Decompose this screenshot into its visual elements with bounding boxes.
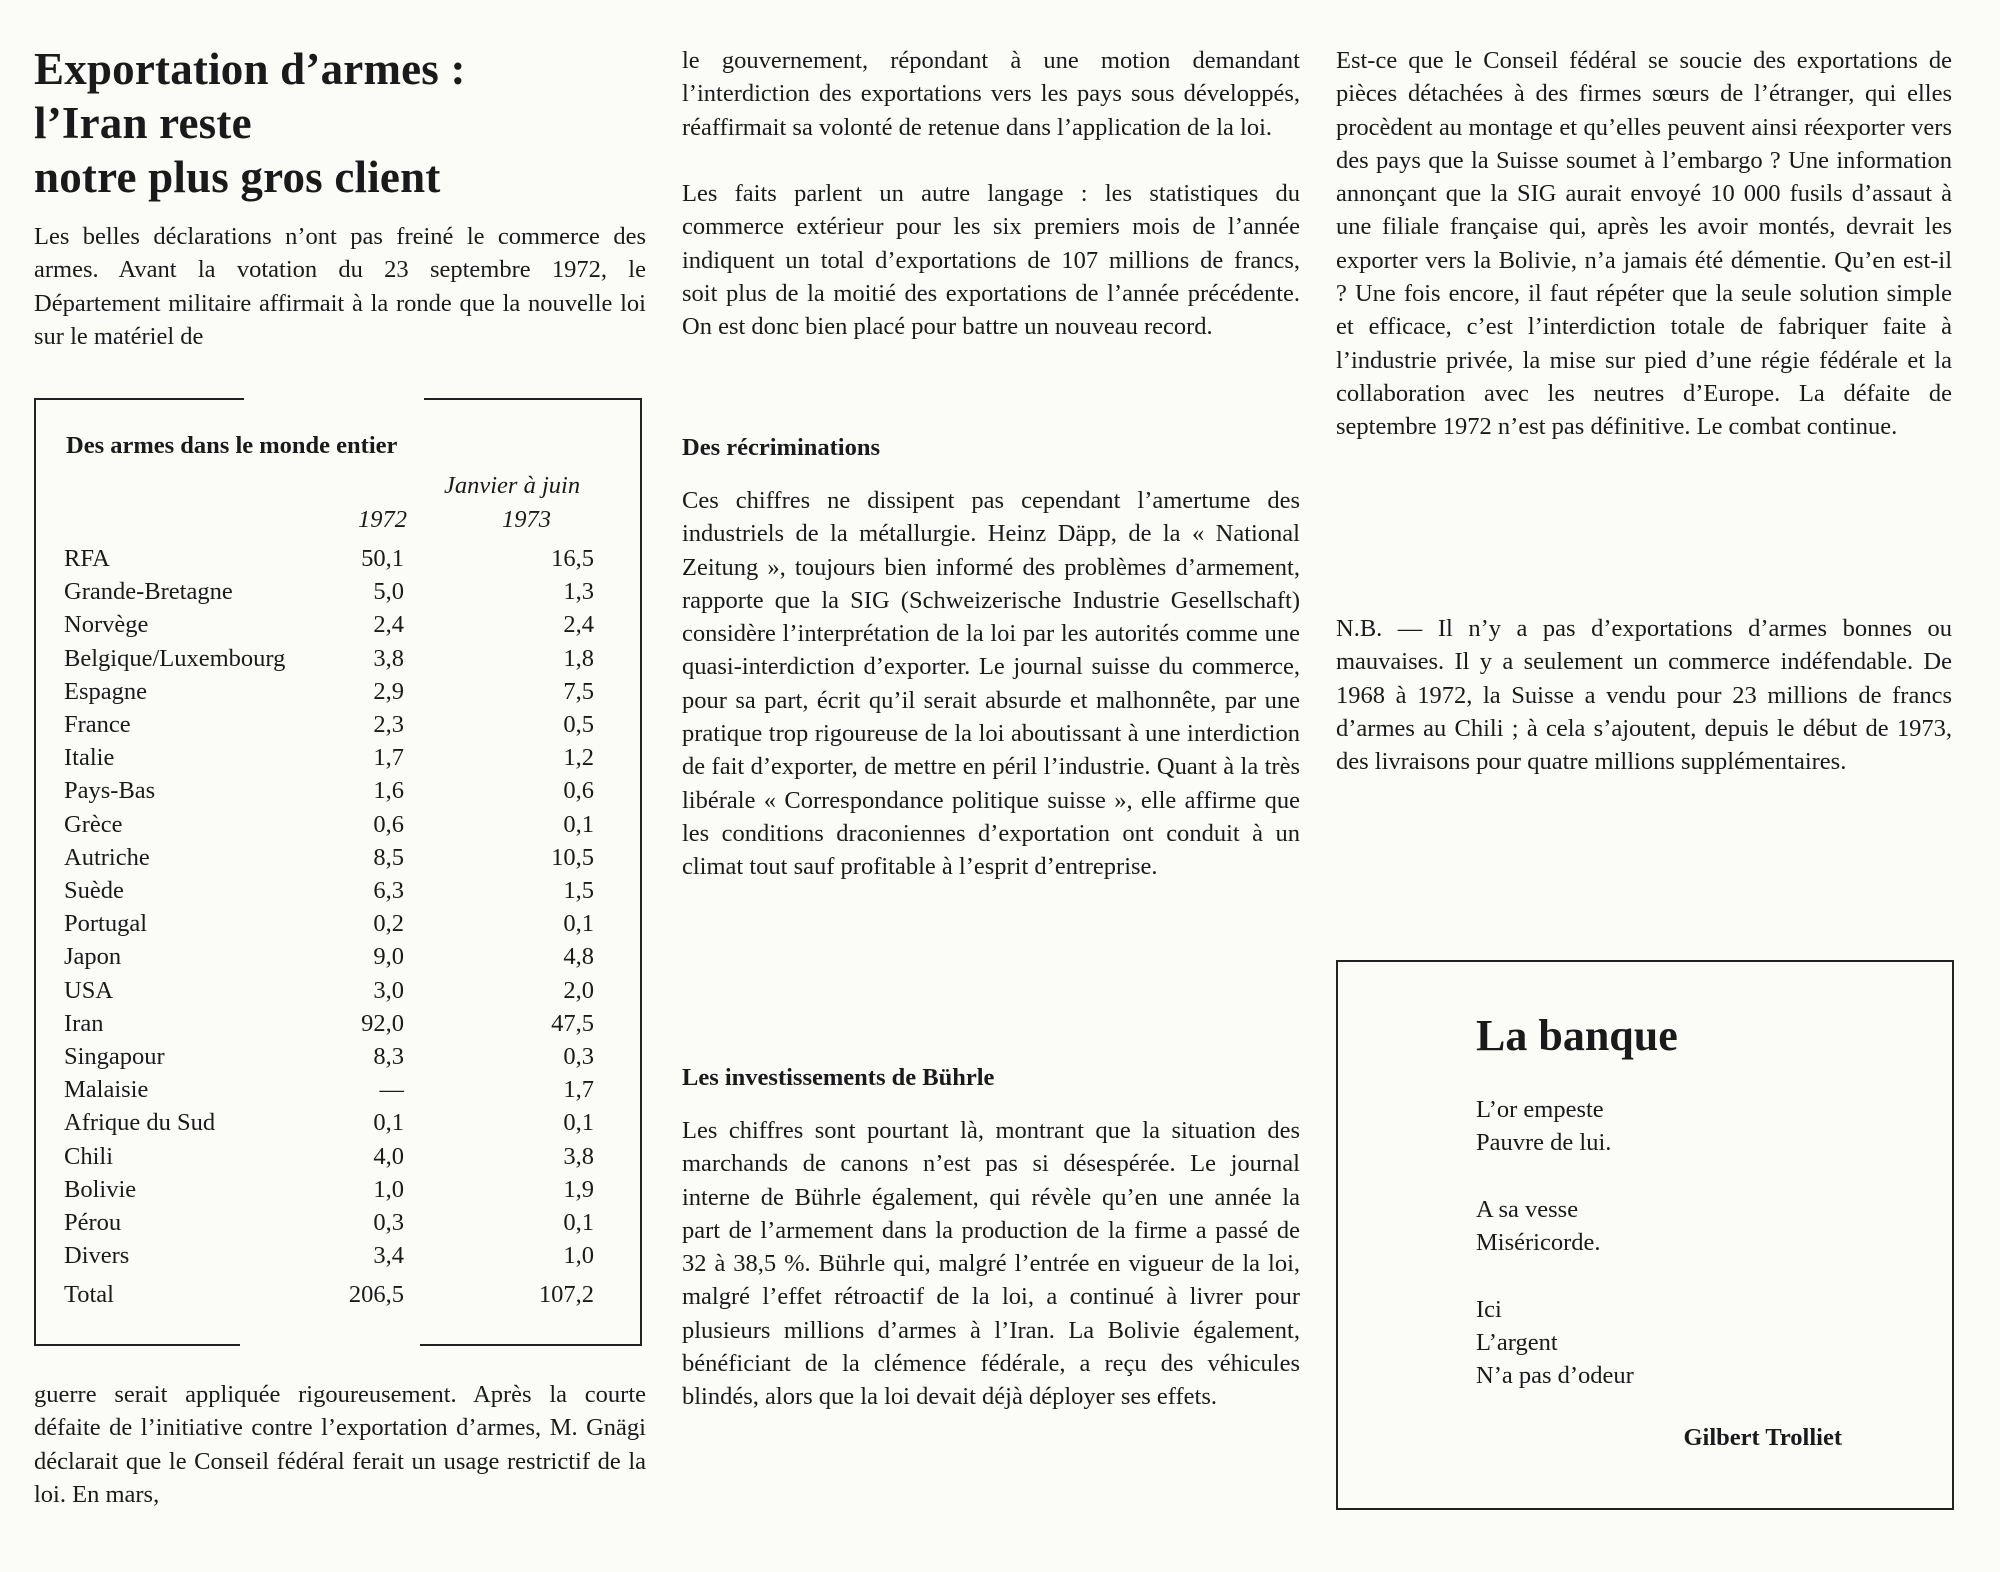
table-cell-1973: 0,6 [563, 777, 594, 805]
table-cell-country: Chili [64, 1142, 114, 1170]
table-cell-1972: 8,3 [373, 1043, 404, 1070]
table-title: Des armes dans le monde entier [66, 432, 398, 459]
table-cell-1973: 4,8 [563, 943, 594, 971]
table-cell-country: Belgique/Luxembourg [64, 644, 286, 672]
headline-line-1: Exportation d’armes : [34, 44, 466, 94]
table-cell-1972: 6,3 [373, 877, 404, 904]
subheading-recriminations: Des récriminations [682, 434, 880, 461]
table-row [64, 542, 594, 575]
table-cell-country: Autriche [64, 843, 150, 871]
table-cell-1972: 5,0 [373, 578, 404, 606]
box-border-right [640, 398, 642, 1346]
poem-title: La banque [1476, 1011, 1678, 1060]
table-cell-country: Bolivie [64, 1175, 137, 1203]
table-cell-country: Japon [64, 943, 122, 971]
poem-line: L’or empeste [1476, 1096, 1604, 1123]
table-cell-1972: 1,0 [373, 1175, 404, 1203]
table-cell-1973: 0,1 [563, 1209, 594, 1236]
table-row [64, 708, 594, 741]
table-cell-country: Divers [64, 1242, 130, 1270]
table-row [64, 808, 594, 841]
table-cell-country: France [64, 711, 131, 738]
table-cell-1972: 0,3 [373, 1209, 404, 1236]
paragraph-buhrle: Les chiffres sont pourtant là, montrant que la situation des marchands de canons n’est pas si désespérée. Le journal interne de Bührle également, qui révèle qu’en une année la part de l’armement dans la production de la firme a passé de 32 à 38,5 %. Bührle qui, malgré l’entrée en vigueur de la loi, malgré l’effet rétroactif de la loi, a continué à livrer pour plusieurs millions d’armes à l’Iran. La Bolivie également, bénéficiant de la clémence fédérale, a reçu des véhicules blindés, alors que la loi devait déjà déployer ses effets. [682, 1117, 1300, 1411]
table-cell-1973: 1,7 [563, 1076, 594, 1104]
table-row [64, 940, 594, 973]
poem-line: A sa vesse [1476, 1196, 1579, 1223]
paragraph-government: le gouvernement, répondant à une motion demandant l’interdiction des exportations vers les pays sous développés, réaffirmait sa volonté de retenue dans l’application de la loi. [682, 47, 1300, 141]
table-cell-1973: 1,3 [563, 578, 594, 606]
table-cell-country: Pays-Bas [64, 777, 156, 805]
table-cell-1972: 2,3 [373, 711, 404, 738]
table-cell-1972: 3,4 [373, 1242, 404, 1270]
table-cell-1973: 2,0 [563, 976, 594, 1004]
table-cell-1973: 7,5 [563, 677, 594, 705]
box-border-left [34, 398, 36, 1346]
table-cell-1973: 16,5 [551, 545, 594, 572]
poem-line: L’argent [1476, 1329, 1558, 1356]
table-row [64, 841, 594, 874]
table-cell-1973: 1,2 [563, 744, 594, 772]
table-cell-country: Portugal [64, 910, 148, 938]
box-border-bottom-left [34, 1344, 240, 1346]
table-cell-country: Espagne [64, 677, 147, 705]
table-cell-1972: 2,4 [373, 611, 404, 639]
headline-line-3: notre plus gros client [34, 152, 441, 202]
poem-line: Miséricorde. [1476, 1229, 1601, 1256]
intro-paragraph: Les belles déclarations n’ont pas freiné le commerce des armes. Avant la votation du 23 septembre 1972, le Département militaire affirmait à la ronde que la nouvelle loi sur le matériel de [34, 223, 646, 350]
table-cell-1973: 10,5 [551, 843, 594, 871]
table-cell-1973: 0,5 [563, 711, 594, 738]
poem-line: N’a pas d’odeur [1476, 1362, 1634, 1389]
table-cell-1973: 0,1 [563, 810, 594, 838]
table-cell-1972: 0,1 [373, 1109, 404, 1137]
table-row [64, 907, 594, 940]
table-row [64, 1106, 594, 1139]
poem-line: Pauvre de lui. [1476, 1129, 1612, 1156]
table-row [64, 1140, 594, 1173]
table-cell-1973: 1,9 [563, 1175, 594, 1203]
table-cell-1972: 1,6 [373, 777, 404, 805]
table-cell-1973: 107,2 [538, 1281, 594, 1309]
table-cell-1972: 0,2 [373, 910, 404, 938]
subheading-buhrle: Les investissements de Bührle [682, 1064, 995, 1091]
table-row [64, 1073, 594, 1106]
table-header-period: Janvier à juin [444, 472, 581, 499]
table-cell-1972: 1,7 [373, 744, 404, 772]
table-cell-1972: 4,0 [373, 1142, 404, 1170]
table-cell-1972: 92,0 [361, 1009, 404, 1037]
poem-author: Gilbert Trolliet [1683, 1424, 1842, 1451]
table-cell-country: Pérou [64, 1209, 122, 1236]
table-row [64, 1239, 594, 1272]
table-cell-1973: 3,8 [563, 1142, 594, 1170]
table-cell-1973: 0,1 [563, 1109, 594, 1137]
poem-box [1336, 960, 1954, 1510]
paragraph-recriminations: Ces chiffres ne dissipent pas cependant l’amertume des industriels de la métallurgie. Heinz Däpp, de la « National Zeitung », toujours bien informé des problèmes d’armement, rapporte que la SIG (Schweizerische Industrie Gesellschaft) considère l’interprétation de la loi par les autorités comme une quasi-interdiction d’exporter. Le journal suisse du commerce, pour sa part, écrit qu’il serait absurde et malhonnête, par une pratique trop rigoureuse de la loi aboutissant à une interdiction de fait d’exporter, de mettre en péril l’industrie. Quant à la très libérale « Correspondance politique suisse », elle affirme que les conditions draconiennes d’exportation ont conduit à un climat tout sauf profitable à l’esprit d’entreprise. [682, 487, 1300, 881]
table-row [64, 1206, 594, 1239]
headline-line-2: l’Iran reste [34, 98, 252, 148]
table-cell-1972: 8,5 [373, 843, 404, 871]
table-cell-country: Grèce [64, 810, 123, 838]
table-cell-1973: 1,0 [563, 1242, 594, 1270]
table-cell-country: Afrique du Sud [64, 1109, 216, 1137]
table-cell-country: USA [64, 976, 114, 1004]
paragraph-after-table: guerre serait appliquée rigoureusement. Après la courte défaite de l’initiative contre l’exportation d’armes, M. Gnägi déclarait que le Conseil fédéral ferait un usage restrictif de la loi. En mars, [34, 1381, 646, 1508]
table-cell-1973: 47,5 [551, 1009, 594, 1037]
paragraph-nb: N.B. — Il n’y a pas d’exportations d’armes bonnes ou mauvaises. Il y a seulement un commerce indéfendable. De 1968 à 1972, la Suisse a vendu pour 23 millions de francs d’armes au Chili ; à cela s’ajoutent, depuis le début de 1973, des livraisons pour quatre millions supplémentaires. [1336, 615, 1952, 776]
table-cell-1972: 50,1 [361, 545, 404, 572]
table-row [64, 774, 594, 807]
table-cell-1972: 2,9 [373, 677, 404, 705]
table-total-row [64, 1278, 594, 1311]
box-border-bottom-right [420, 1344, 642, 1346]
table-row [64, 1040, 594, 1073]
table-cell-country: Grande-Bretagne [64, 578, 233, 606]
table-row [64, 874, 594, 907]
table-cell-country: Italie [64, 744, 115, 772]
table-header-1973: 1973 [502, 506, 551, 533]
table-cell-1972: 3,8 [373, 644, 404, 672]
table-row [64, 675, 594, 708]
paragraph-federal-council: Est-ce que le Conseil fédéral se soucie des exportations de pièces détachées à des firmes sœurs de l’étranger, qui elles procèdent au montage et qu’elles peuvent ainsi réexporter vers des pays que la Suisse soumet à l’embargo ? Une information annonçant que la SIG aurait envoyé 10 000 fusils d’assaut à une filiale française qui, après les avoir montés, devrait les exporter vers la Bolivie, n’a jamais été démentie. Qu’en est-il ? Une fois encore, il faut répéter que la seule solution simple et efficace, c’est l’interdiction totale de fabriquer faite à l’industrie privée, la mise sur pied d’une régie fédérale et la collaboration avec les neutres d’Europe. La défaite de septembre 1972 n’est pas définitive. Le combat continue. [1336, 47, 1952, 441]
table-cell-country: Suède [64, 877, 124, 904]
table-cell-1973: 0,1 [563, 910, 594, 938]
table-row [64, 974, 594, 1007]
table-row [64, 1007, 594, 1040]
table-cell-1973: 1,8 [563, 644, 594, 672]
table-cell-country: Malaisie [64, 1076, 149, 1104]
table-row [64, 642, 594, 675]
table-row [64, 575, 594, 608]
table-row [64, 1173, 594, 1206]
table-cell-country: RFA [64, 545, 110, 572]
table-cell-country: Singapour [64, 1043, 165, 1070]
table-cell-1972: — [379, 1076, 404, 1104]
table-row [64, 608, 594, 641]
table-cell-country: Total [64, 1281, 114, 1309]
table-cell-1973: 2,4 [563, 611, 594, 639]
table-cell-country: Norvège [64, 611, 149, 639]
poem-line: Ici [1476, 1296, 1502, 1323]
table-cell-1972: 0,6 [373, 810, 404, 838]
box-border-top-left [34, 398, 244, 400]
table-cell-1972: 206,5 [348, 1281, 404, 1309]
table-cell-1973: 0,3 [563, 1043, 594, 1070]
table-cell-country: Iran [64, 1009, 104, 1037]
table-cell-1972: 3,0 [373, 976, 404, 1004]
box-border-top-right [424, 398, 642, 400]
table-cell-1973: 1,5 [563, 877, 594, 904]
paragraph-statistics: Les faits parlent un autre langage : les statistiques du commerce extérieur pour les six premiers mois de l’année indiquent un total d’exportations de 107 millions de francs, soit plus de la moitié des exportations de l’année précédente. On est donc bien placé pour battre un nouveau record. [682, 180, 1300, 341]
table-row [64, 741, 594, 774]
table-cell-1972: 9,0 [373, 943, 404, 971]
table-header-1972: 1972 [358, 506, 407, 533]
